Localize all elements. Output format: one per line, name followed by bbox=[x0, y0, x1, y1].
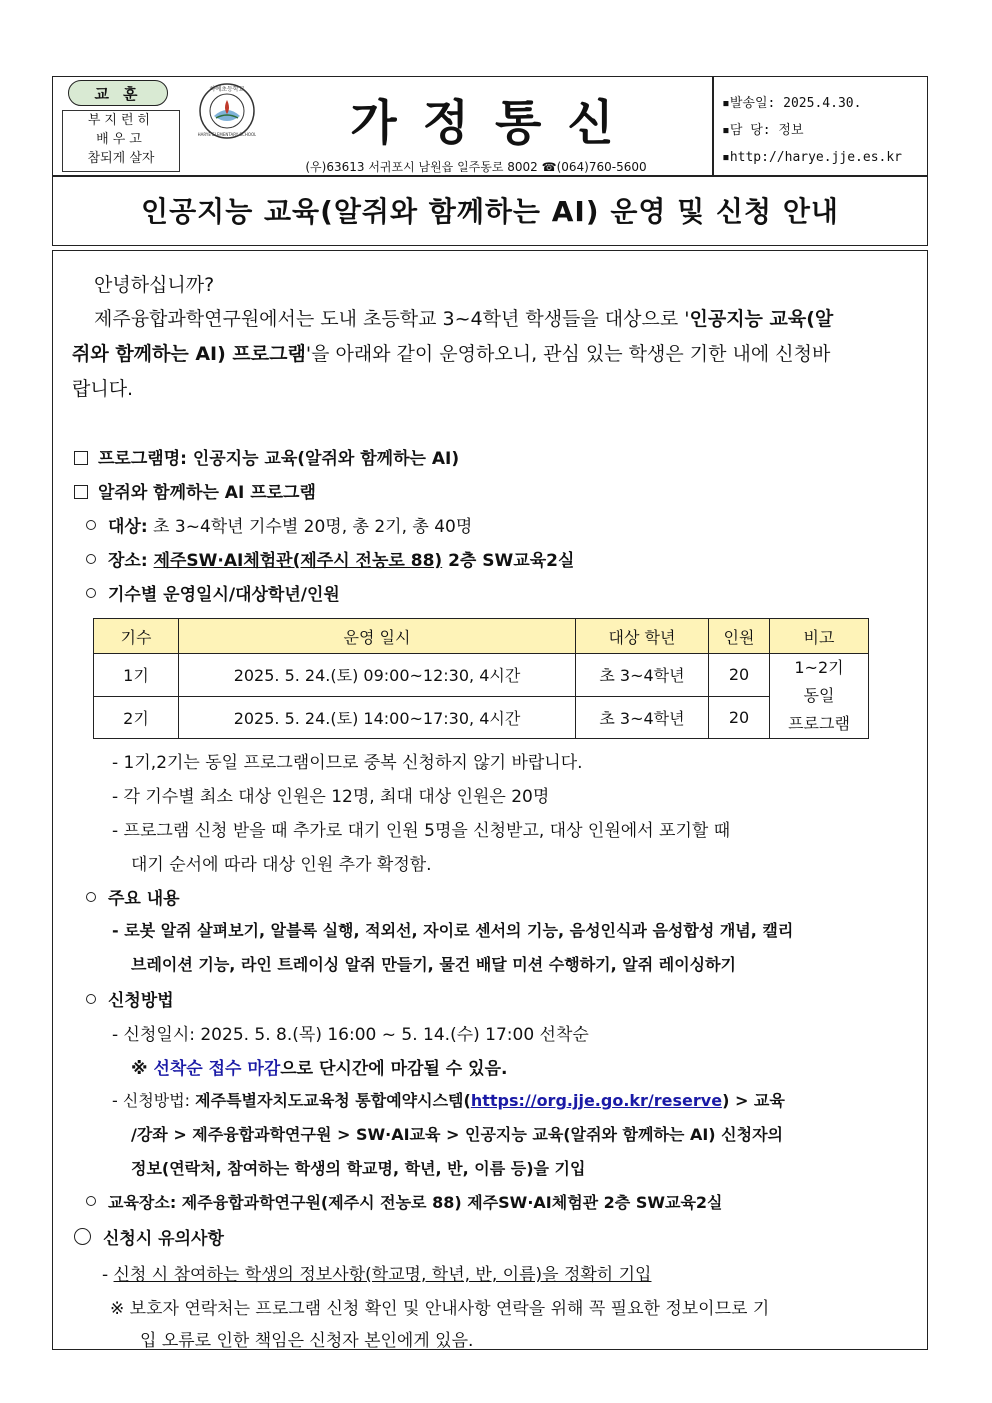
apply-method-continued: 정보(연락처, 참여하는 학생의 학교명, 학년, 반, 이름 등)을 기입 bbox=[131, 1159, 586, 1178]
target-value: 초 3~4학년 기수별 20명, 총 2기, 총 40명 bbox=[147, 517, 473, 537]
warning-mark: ※ bbox=[131, 1059, 154, 1079]
apply-heading: 신청방법 bbox=[108, 991, 174, 1011]
bullet-circle-icon bbox=[86, 1196, 96, 1206]
method-system: 제주특별자치도교육청 통합예약시스템( bbox=[195, 1091, 471, 1110]
svg-text:HARYE ELEMENTARY SCHOOL: HARYE ELEMENTARY SCHOOL bbox=[198, 132, 256, 137]
note-text: 각 기수별 최소 대상 인원은 12명, 최대 대상 인원은 20명 bbox=[123, 787, 550, 807]
apply-heading-line bbox=[86, 986, 174, 1011]
table-note-cell bbox=[770, 654, 869, 739]
table-cell: 20 bbox=[709, 654, 770, 697]
intro-text: '을 아래와 같이 운영하오니, 관심 있는 학생은 기한 내에 신청바 bbox=[305, 343, 831, 365]
header-info bbox=[722, 90, 902, 171]
apply-warning bbox=[131, 1054, 507, 1079]
note-item: - 1기,2기는 동일 프로그램이므로 중복 신청하지 않기 바랍니다. bbox=[112, 753, 583, 773]
program-section-line bbox=[74, 478, 316, 503]
circle-bullet-icon bbox=[74, 1228, 91, 1245]
intro-bold: 쥐와 함께하는 AI) 프로그램 bbox=[72, 343, 306, 365]
main-content-heading: 주요 내용 bbox=[108, 889, 180, 909]
program-name: 프로그램명: 인공지능 교육(알쥐와 함께하는 AI) bbox=[98, 449, 460, 469]
document-title: 인공지능 교육(알쥐와 함께하는 AI) 운영 및 신청 안내 bbox=[52, 176, 928, 246]
bullet-circle-icon bbox=[86, 554, 96, 564]
header-divider bbox=[712, 76, 714, 176]
bullet-circle-icon bbox=[86, 892, 96, 902]
main-content-heading-line bbox=[86, 884, 180, 909]
table-cell: 2025. 5. 24.(토) 09:00~12:30, 4시간 bbox=[179, 654, 576, 697]
main-content-continued: 브레이션 기능, 라인 트레이싱 알쥐 만들기, 물건 배달 미션 수행하기, 알쥐 레이싱하기 bbox=[131, 955, 737, 974]
edu-place-line bbox=[86, 1190, 723, 1213]
caution-text: 신청 시 참여하는 학생의 정보사항(학교명, 학년, 반, 이름)을 정확히 기입 bbox=[113, 1265, 652, 1285]
table-header-row bbox=[94, 619, 869, 654]
bullet-circle-icon bbox=[86, 520, 96, 530]
intro-line-1 bbox=[94, 302, 833, 336]
note-text: 1기,2기는 동일 프로그램이므로 중복 신청하지 않기 바랍니다. bbox=[123, 753, 583, 773]
warning-text: 으로 단시간에 마감될 수 있음. bbox=[280, 1059, 508, 1079]
intro-line-2 bbox=[72, 337, 830, 371]
method-label: 신청방법: bbox=[122, 1091, 196, 1110]
caution-heading: 신청시 유의사항 bbox=[103, 1229, 224, 1249]
table-cell: 2025. 5. 24.(토) 14:00~17:30, 4시간 bbox=[179, 696, 576, 739]
svg-text:하예초등학교: 하예초등학교 bbox=[209, 86, 245, 93]
send-date: ▪발송일: 2025.4.30. bbox=[722, 96, 862, 111]
note-item: - 프로그램 신청 받을 때 추가로 대기 인원 5명을 신청받고, 대상 인원에서 포기할 때 bbox=[112, 821, 731, 841]
note-item: - 각 기수별 최소 대상 인원은 12명, 최대 대상 인원은 20명 bbox=[112, 787, 550, 807]
program-name-line bbox=[74, 444, 459, 469]
table-header: 인원 bbox=[709, 619, 770, 654]
main-content-text: 로봇 알쥐 살펴보기, 알블록 실행, 적외선, 자이로 센서의 기능, 음성인식과 음성합성 개념, 캘리 bbox=[124, 921, 794, 940]
schedule-heading: 기수별 운영일시/대상학년/인원 bbox=[108, 585, 340, 605]
schedule-table bbox=[93, 618, 869, 739]
target-line bbox=[86, 512, 472, 537]
caution-heading-line bbox=[74, 1224, 224, 1249]
apply-date-text: 신청일시: 2025. 5. 8.(목) 16:00 ~ 5. 14.(수) 17:00 선착순 bbox=[123, 1025, 589, 1045]
note-continued: 대기 순서에 따라 대상 인원 추가 확정함. bbox=[131, 855, 432, 875]
target-label: 대상: bbox=[108, 517, 148, 537]
apply-date: - 신청일시: 2025. 5. 8.(목) 16:00 ~ 5. 14.(수) 17:00 선착순 bbox=[112, 1025, 589, 1045]
intro-line-3: 랍니다. bbox=[72, 378, 134, 400]
caution-item: - 신청 시 참여하는 학생의 정보사항(학교명, 학년, 반, 이름)을 정확히 기입 bbox=[102, 1265, 652, 1285]
table-row bbox=[94, 654, 869, 697]
greeting: 안녕하십니까? bbox=[94, 274, 215, 296]
table-cell: 초 3~4학년 bbox=[576, 696, 709, 739]
main-content-item: - 로봇 알쥐 살펴보기, 알블록 실행, 적외선, 자이로 센서의 기능, 음성인식과 음성합성 개념, 캘리 bbox=[112, 921, 794, 940]
table-note: 프로그램 bbox=[788, 714, 850, 733]
manager: ▪담 당: 정보 bbox=[722, 123, 804, 138]
bullet-circle-icon bbox=[86, 994, 96, 1004]
place-value: 제주SW·AI체험관(제주시 전농로 88) bbox=[153, 551, 443, 571]
program-section: 알쥐와 함께하는 AI 프로그램 bbox=[98, 483, 316, 503]
apply-method-continued: /강좌 > 제주융합과학연구원 > SW·AI교육 > 인공지능 교육(알쥐와 함께하는 AI) 신청자의 bbox=[131, 1125, 783, 1144]
table-header: 비고 bbox=[770, 619, 869, 654]
caution-note: ※ 보호자 연락처는 프로그램 신청 확인 및 안내사항 연락을 위해 꼭 필요한 정보이므로 기 bbox=[110, 1299, 770, 1319]
checkbox-square-icon bbox=[74, 451, 88, 465]
intro-text: 제주융합과학연구원에서는 도내 초등학교 3~4학년 학생들을 대상으로 ' bbox=[94, 308, 690, 330]
table-cell: 20 bbox=[709, 696, 770, 739]
place-room: 2층 SW교육2실 bbox=[442, 551, 575, 571]
motto-line: 참되게 살자 bbox=[87, 151, 155, 166]
motto-line: 배우고 bbox=[96, 132, 146, 147]
table-note: 동일 bbox=[803, 686, 835, 705]
note-text: 프로그램 신청 받을 때 추가로 대기 인원 5명을 신청받고, 대상 인원에서 포기할 때 bbox=[123, 821, 731, 841]
checkbox-square-icon bbox=[74, 485, 88, 499]
place-line bbox=[86, 546, 574, 571]
motto-badge: 교훈 bbox=[68, 80, 168, 106]
schedule-heading-line bbox=[86, 580, 340, 605]
table-row bbox=[94, 696, 869, 739]
motto-line: 부지런히 bbox=[87, 113, 155, 128]
intro-bold: 인공지능 교육(알 bbox=[689, 308, 834, 330]
table-cell: 1기 bbox=[94, 654, 179, 697]
page-title: 가정통신 bbox=[350, 95, 640, 151]
warning-highlight: 선착순 접수 마감 bbox=[153, 1059, 281, 1079]
method-path: ) > 교육 bbox=[722, 1091, 785, 1110]
table-header: 대상 학년 bbox=[576, 619, 709, 654]
homepage-link[interactable]: ▪http://harye.jje.es.kr bbox=[722, 150, 903, 165]
edu-place: 교육장소: 제주융합과학연구원(제주시 전농로 88) 제주SW·AI체험관 2층 SW교육2실 bbox=[108, 1193, 723, 1212]
motto-box bbox=[62, 110, 180, 172]
caution-note-continued: 입 오류로 인한 책임은 신청자 본인에게 있음. bbox=[140, 1331, 474, 1351]
school-logo bbox=[198, 82, 256, 140]
school-address: (우)63613 서귀포시 남원읍 일주동로 8002 ☎(064)760-5600 bbox=[305, 160, 647, 174]
table-cell: 초 3~4학년 bbox=[576, 654, 709, 697]
reserve-link[interactable]: https://org.jje.go.kr/reserve bbox=[470, 1091, 723, 1110]
bullet-circle-icon bbox=[86, 588, 96, 598]
table-header: 기수 bbox=[94, 619, 179, 654]
table-header: 운영 일시 bbox=[179, 619, 576, 654]
table-note: 1~2기 bbox=[794, 658, 844, 677]
place-label: 장소: bbox=[108, 551, 154, 571]
apply-method: - 신청방법: 제주특별자치도교육청 통합예약시스템(https://org.jje.go.kr/reserve) > 교육 bbox=[112, 1091, 785, 1110]
table-cell: 2기 bbox=[94, 696, 179, 739]
